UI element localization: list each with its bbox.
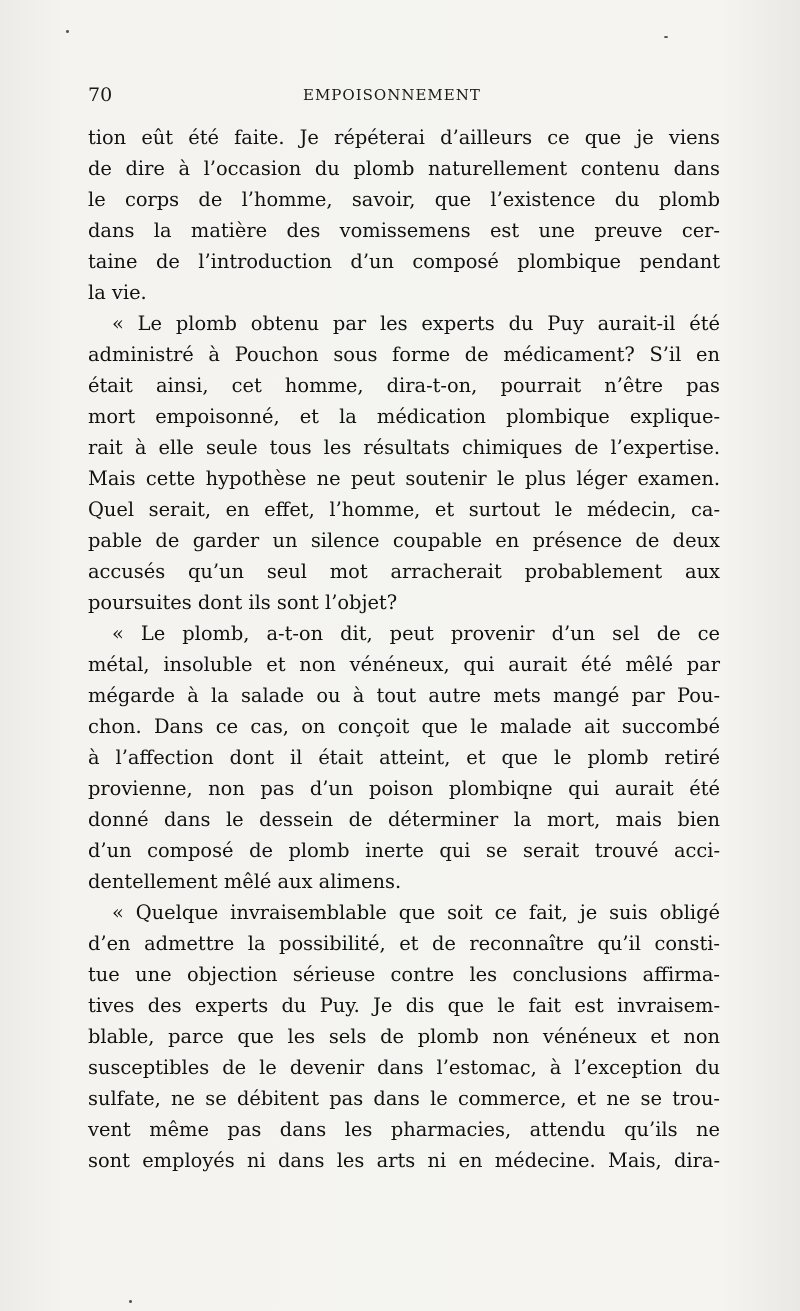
text-line: métal, insoluble et non vénéneux, qui aurait été mêlé par (88, 653, 720, 676)
text-line: sont employés ni dans les arts ni en médecine. Mais, dira- (88, 1149, 720, 1172)
text-line: chon. Dans ce cas, on conçoit que le malade ait succombé (88, 715, 720, 738)
text-line: le corps de l’homme, savoir, que l’existence du plomb (88, 188, 720, 211)
text-line: susceptibles de le devenir dans l’estomac, à l’exception du (88, 1056, 720, 1079)
text-line: « Le plomb obtenu par les experts du Puy aurait-il été (112, 312, 720, 335)
text-line: accusés qu’un seul mot arracherait probablement aux (88, 560, 720, 583)
text-line: mégarde à la salade ou à tout autre mets mangé par Pou- (88, 684, 720, 707)
text-line: sulfate, ne se débitent pas dans le commerce, et ne se trou- (88, 1087, 720, 1110)
print-speck (66, 30, 69, 33)
text-line: mort empoisonné, et la médication plombique explique- (88, 405, 720, 428)
text-line: « Quelque invraisemblable que soit ce fait, je suis obligé (112, 901, 720, 924)
text-line: poursuites dont ils sont l’objet? (88, 591, 398, 614)
text-line: taine de l’introduction d’un composé plombique pendant (88, 250, 720, 273)
text-line: de dire à l’occasion du plomb naturellement contenu dans (88, 157, 720, 180)
text-line: administré à Pouchon sous forme de médicament? S’il en (88, 343, 720, 366)
text-line: vent même pas dans les pharmacies, attendu qu’ils ne (88, 1118, 720, 1141)
print-speck (129, 1300, 132, 1303)
text-line: à l’affection dont il était atteint, et que le plomb retiré (88, 746, 720, 769)
text-line: tives des experts du Puy. Je dis que le fait est invraisem- (88, 994, 720, 1017)
text-line: d’en admettre la possibilité, et de reconnaître qu’il consti- (88, 932, 720, 955)
running-title: EMPOISONNEMENT (303, 86, 481, 104)
page-header (88, 84, 720, 112)
text-line: la vie. (88, 281, 147, 304)
text-line: Quel serait, en effet, l’homme, et surtout le médecin, ca- (88, 498, 720, 521)
text-line: rait à elle seule tous les résultats chimiques de l’expertise. (88, 436, 720, 459)
text-line: était ainsi, cet homme, dira-t-on, pourrait n’être pas (88, 374, 720, 397)
text-line: « Le plomb, a-t-on dit, peut provenir d’un sel de ce (112, 622, 720, 645)
text-line: provienne, non pas d’un poison plombiqne qui aurait été (88, 777, 720, 800)
print-speck (664, 36, 668, 38)
text-line: blable, parce que les sels de plomb non vénéneux et non (88, 1025, 720, 1048)
text-line: dentellement mêlé aux alimens. (88, 870, 402, 893)
text-line: d’un composé de plomb inerte qui se serait trouvé acci- (88, 839, 720, 862)
page-number: 70 (88, 84, 113, 106)
text-line: Mais cette hypothèse ne peut soutenir le plus léger examen. (88, 467, 720, 490)
text-line: tue une objection sérieuse contre les conclusions affirma- (88, 963, 720, 986)
body-text (88, 122, 720, 1176)
text-line: dans la matière des vomissemens est une preuve cer- (88, 219, 720, 242)
text-line: pable de garder un silence coupable en présence de deux (88, 529, 720, 552)
text-line: tion eût été faite. Je répéterai d’ailleurs ce que je viens (88, 126, 720, 149)
text-line: donné dans le dessein de déterminer la mort, mais bien (88, 808, 720, 831)
